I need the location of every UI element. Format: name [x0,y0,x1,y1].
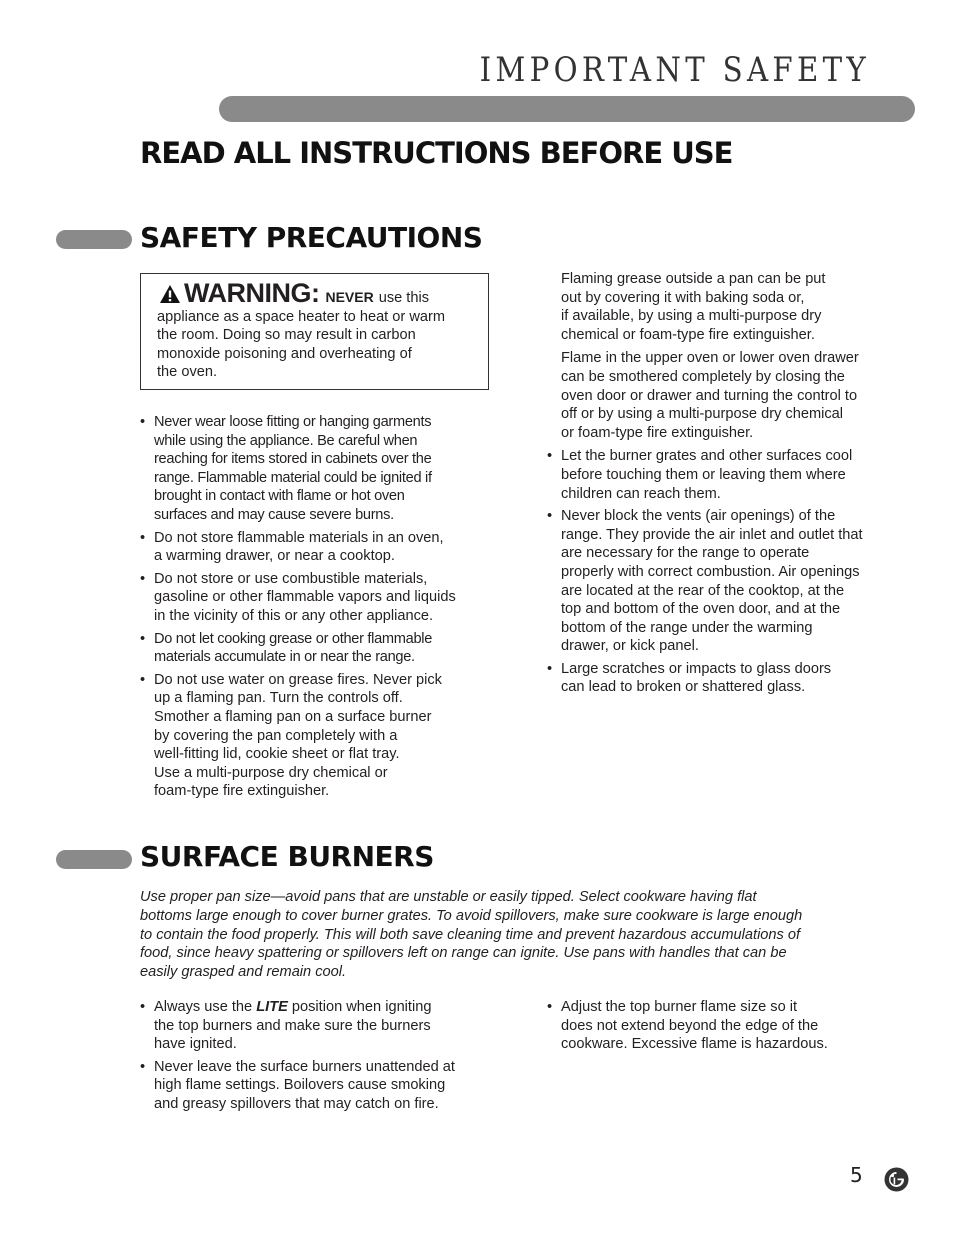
lite-label: LITE [256,999,288,1015]
text-span: Always use the [154,999,253,1015]
text-span: position when igniting [291,999,432,1015]
list-item: • Do not let cooking grease or other flammable materials accumulate in or near the range. [140,630,496,667]
text-line: Never wear loose fitting or hanging garments [154,414,432,430]
surface-left-column [140,998,500,1118]
section-marker-safety [56,230,132,249]
text-line: a warming drawer, or near a cooktop. [154,548,395,565]
text-line: up a flaming pan. Turn the controls off. [154,690,403,707]
text-line: Do not store or use combustible materials, [154,570,428,587]
warning-line: the oven. [157,364,218,380]
text-line: gasoline or other flammable vapors and liquids [154,589,456,606]
text-line: the top burners and make sure the burners [154,1017,431,1034]
paragraph [561,349,907,442]
text-line: range. Flammable material could be ignited if [154,469,432,486]
text-line: Flaming grease outside a pan can be put [561,271,826,287]
text-line: Adjust the top burner flame size so it [561,999,798,1015]
text-line: Do not let cooking grease or other flammable [154,630,433,647]
safety-right-column [547,270,907,701]
list-item: • Adjust the top burner flame size so it does not extend beyond the edge of the cookware. Excessive flame is hazardous. [547,998,907,1054]
list-item: • Do not store flammable materials in an oven, a warming drawer, or near a cooktop. [140,529,496,566]
warning-never: NEVER [325,289,374,305]
text-line: children can reach them. [561,485,721,502]
warning-triangle-icon [159,284,181,304]
text-line: foam-type fire extinguisher. [154,783,330,800]
text-line: by covering the pan completely with a [154,727,398,744]
paragraph [561,270,907,344]
text-line: high flame settings. Boilovers cause smoking [154,1077,446,1094]
text-line: Do not use water on grease fires. Never pick [154,671,442,688]
warning-line: monoxide poisoning and overheating of [157,345,412,362]
text-line: Let the burner grates and other surfaces cool [561,448,853,465]
surface-burners-title: SURFACE BURNERS [140,840,434,873]
text-line: or foam-type fire extinguisher. [561,424,754,441]
list-item: • Always use the LITE position when igniting the top burners and make sure the burners have ignited. [140,998,500,1054]
text-line: if available, by using a multi-purpose dry [561,308,822,325]
text-line: well-fitting lid, cookie sheet or flat tray. [154,746,400,763]
warning-word: WARNING: [184,278,320,308]
warning-line: appliance as a space heater to heat or warm [157,308,445,325]
list-item: • Large scratches or impacts to glass doors can lead to broken or shattered glass. [547,660,907,697]
text-line [154,998,500,1017]
text-line: chemical or foam-type fire extinguisher. [561,326,815,343]
text-line: bottom of the range under the warming [561,619,813,636]
list-item: • Never block the vents (air openings) of the range. They provide the air inlet and outlet that are necessary for the range to operate properly with correct combustion. Air openings are located at the rear of the cooktop, at the top and bottom of the oven door, and at the bottom of the range under the warming drawer, or kick panel. [547,507,907,656]
safety-left-column [140,413,496,805]
warning-line: the room. Doing so may result in carbon [157,327,416,343]
text-line: brought in contact with flame or hot oven [154,488,405,505]
text-line: while using the appliance. Be careful when [154,432,418,449]
text-line: drawer, or kick panel. [561,638,699,655]
text-line: can lead to broken or shattered glass. [561,679,806,696]
text-line: bottoms large enough to cover burner grates. To avoid spillovers, make sure cookware is large enough [140,907,803,924]
text-line: materials accumulate in or near the range. [154,649,415,666]
text-line: and greasy spillovers that may catch on fire. [154,1095,439,1112]
text-line: Smother a flaming pan on a surface burner [154,708,432,725]
list-item: • Do not use water on grease fires. Never pick up a flaming pan. Turn the controls off. Smother a flaming pan on a surface burner by covering the pan completely with a well-fitting lid, cookie sheet or flat tray. Use a multi-purpose dry chemical or foam-type fire extinguisher. [140,671,496,801]
text-line: off or by using a multi-purpose dry chemical [561,406,844,423]
header-bar [219,96,915,122]
text-line: Never leave the surface burners unattended at [154,1058,455,1075]
read-all-heading: READ ALL INSTRUCTIONS BEFORE USE [140,136,733,170]
page-number: 5 [850,1163,863,1187]
text-line: oven door or drawer and turning the control to [561,387,858,404]
text-line: Large scratches or impacts to glass doors [561,660,832,677]
text-line: out by covering it with baking soda or, [561,289,805,306]
text-line: before touching them or leaving them where [561,466,846,483]
surface-intro [140,888,900,982]
page-header-title: IMPORTANT SAFETY [479,50,870,90]
section-marker-surface [56,850,132,869]
text-line: Never block the vents (air openings) of the [561,508,836,525]
text-line: range. They provide the air inlet and outlet that [561,526,863,543]
list-item: • Let the burner grates and other surfaces cool before touching them or leaving them where children can reach them. [547,447,907,503]
text-line: Flame in the upper oven or lower oven drawer [561,350,859,367]
text-line: cookware. Excessive flame is hazardous. [561,1036,828,1053]
list-item: • Never wear loose fitting or hanging garments while using the appliance. Be careful when reaching for items stored in cabinets over the range. Flammable material could be ignited if brought in contact with flame or hot oven surfaces and may cause severe burns. [140,413,496,525]
text-line: surfaces and may cause severe burns. [154,506,394,523]
text-line: can be smothered completely by closing the [561,368,845,385]
text-line: top and bottom of the oven door, and at the [561,601,841,618]
list-item: • Do not store or use combustible materials, gasoline or other flammable vapors and liquids in the vicinity of this or any other appliance. [140,570,496,626]
text-line: are necessary for the range to operate [561,545,810,562]
text-line: Use proper pan size—avoid pans that are unstable or easily tipped. Select cookware having flat [140,889,757,905]
warning-text: use this [378,290,430,306]
safety-precautions-title: SAFETY PRECAUTIONS [140,221,483,254]
text-line: reaching for items stored in cabinets over the [154,451,432,468]
text-line: are located at the rear of the cooktop, at the [561,582,845,599]
surface-right-column [547,998,907,1058]
text-line: easily grasped and remain cool. [140,964,347,981]
list-item: • Never leave the surface burners unattended at high flame settings. Boilovers cause smoking and greasy spillovers that may catch on fire. [140,1058,500,1114]
text-line: does not extend beyond the edge of the [561,1017,819,1034]
warning-box [140,273,489,390]
text-line: to contain the food properly. This will both save cleaning time and prevent hazardous accumulations of [140,926,801,943]
text-line: properly with correct combustion. Air openings [561,563,860,580]
text-line: Use a multi-purpose dry chemical or [154,764,388,781]
text-line: Do not store flammable materials in an oven, [154,529,444,546]
text-line: in the vicinity of this or any other appliance. [154,607,434,624]
text-line: have ignited. [154,1036,237,1053]
text-line: food, since heavy spattering or spillovers left on range can ignite. Use pans with handles that can be [140,945,787,962]
lg-logo-icon [884,1167,909,1192]
